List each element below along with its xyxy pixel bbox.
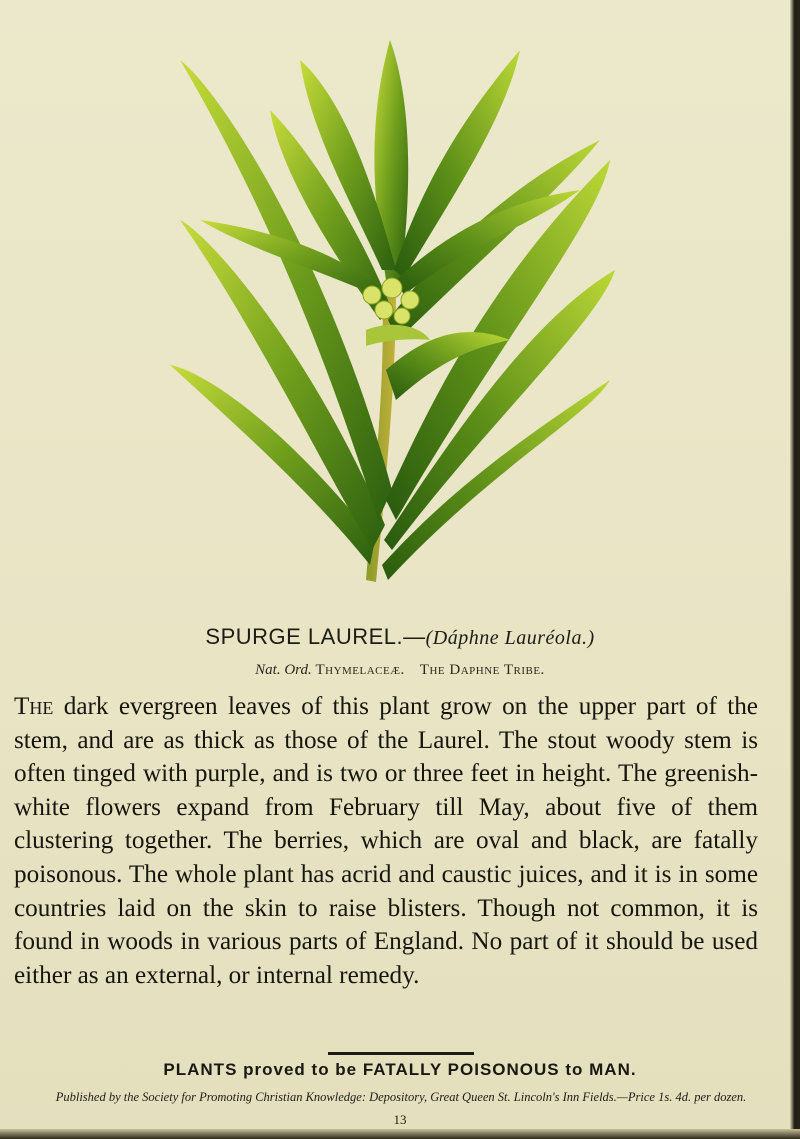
plant-description <box>14 690 758 992</box>
plant-classification <box>0 662 800 679</box>
page-edge-bottom <box>0 1129 800 1139</box>
description-first-word: The <box>14 693 54 720</box>
order-label: Nat. Ord. <box>255 662 312 678</box>
order-name: Thymelaceæ. <box>315 662 405 678</box>
divider-rule <box>328 1052 474 1055</box>
common-name: SPURGE LAUREL.— <box>205 624 426 649</box>
latin-name: (Dáphne Lauréola.) <box>425 627 595 649</box>
description-text: dark evergreen leaves of this plant grow on the upper part of the stem, and are as thick as those of the Laurel. The stout woody stem is often tinged with purple, and is two or three feet in height. The greenish-white flowers expand from February till May, about five of them clustering together. The berries, which are oval and black, are fatally poisonous. The whole plant has acrid and caustic juices, and it is in some countries laid on the skin to raise blisters. Though not common, it is found in woods in various parts of England. No part of it should be used either as an external, or internal remedy. <box>14 693 758 989</box>
spurge-laurel-plant-illustration <box>160 20 620 590</box>
poison-warning: PLANTS proved to be FATALLY POISONOUS to MAN. <box>163 1060 637 1079</box>
tribe-name: The Daphne Tribe. <box>419 662 545 678</box>
page-edge-right <box>790 0 800 1139</box>
publisher-line: Published by the Society for Promoting Christian Knowledge: Depository, Great Queen St. Lincoln's Inn Fields.—Price 1s. 4d. per dozen. <box>55 1090 747 1104</box>
page-number: 13 <box>393 1112 407 1127</box>
plant-title <box>0 624 800 650</box>
